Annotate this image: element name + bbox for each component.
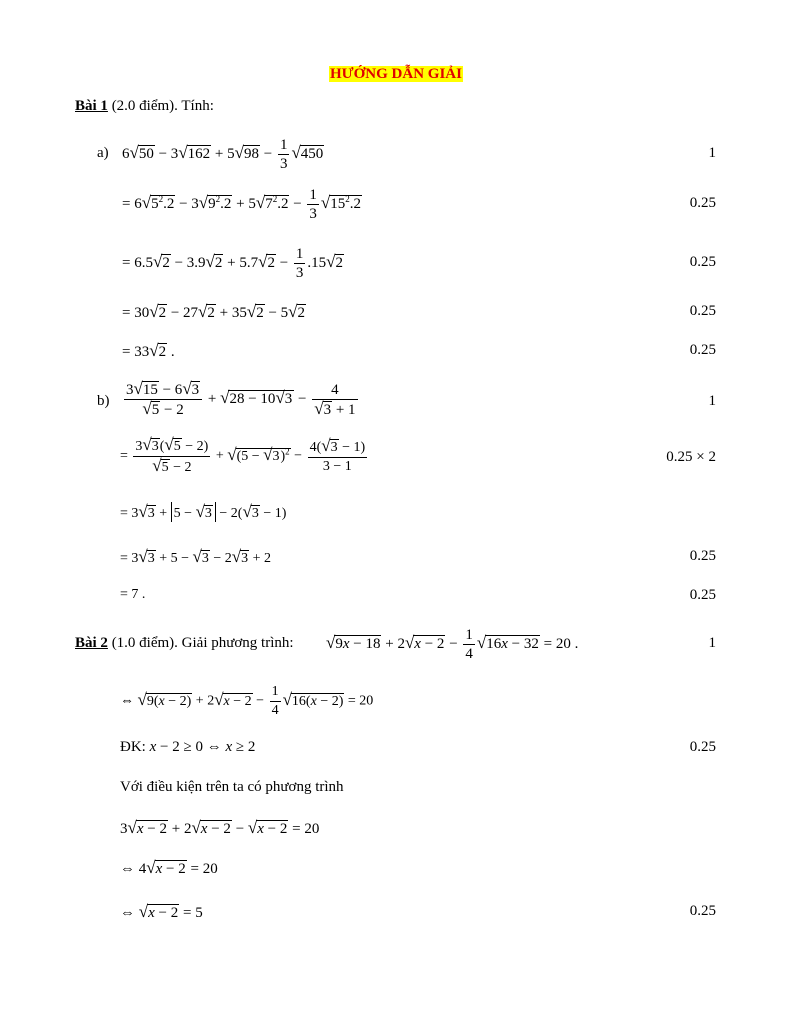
- bai2-equation: √9x − 18 + 2√x − 2 − $\frac{1}{4}$ √16x − 32 = 20 .: [326, 627, 579, 662]
- score-b-step4: 0.25: [689, 587, 716, 603]
- bai2-condition: ĐK: x − 2 ≥ 0 ⇔ x ≥ 2: [120, 739, 256, 755]
- part-a-step4: = 33√2 .: [122, 341, 175, 360]
- part-a-step3: = 30√2 − 27√2 + 35√2 − 5√2: [122, 302, 305, 321]
- score-a-step4: 0.25: [689, 342, 716, 358]
- bai2-step4: ⇔ √x − 2 = 5: [120, 902, 203, 921]
- part-b-step4: = 7 .: [120, 587, 146, 602]
- bai2-note: Với điều kiện trên ta có phương trình: [120, 779, 344, 795]
- score-a-step1: 0.25: [689, 195, 716, 211]
- part-a-expression: 6√50 − 3√162 + 5√98 − $\frac{1}{3}$ √450: [122, 137, 324, 172]
- score-bai2-last: 0.25: [689, 903, 716, 919]
- part-b-step1: = $\frac{3√3(√5 - 2)}{√5 - 2}$ + $√(5 - √3)^2$ − $\frac{4(√3 - 1)}{3 - 1}$: [120, 435, 366, 475]
- bai2-step2: 3√x − 2 + 2√x − 2 − √x − 2 = 20: [120, 818, 320, 837]
- part-b-step2: = 3√3 + 5 − √3 − 2(√3 − 1): [120, 502, 287, 521]
- part-b-expression: $\frac{3√15 - 6√3}{√5 - 2}$ + √28 − 10√3 − $\frac{4}{√3 + 1}$: [126, 379, 356, 418]
- score-b-total: 1: [708, 393, 716, 409]
- bai1-heading: Bài 1 (2.0 điểm). Tính:: [75, 98, 214, 114]
- score-bai2-total: 1: [708, 635, 716, 651]
- part-b-step3: = 3√3 + 5 − √3 − 2√3 + 2: [120, 547, 272, 566]
- score-bai2-dk: 0.25: [689, 739, 716, 755]
- score-b-step1: 0.25 × 2: [666, 449, 716, 465]
- part-a-step2: = 6.5√2 − 3.9√2 + 5.7√2 − $\frac{1}{3}$ .15√2: [122, 246, 343, 281]
- score-b-step3: 0.25: [689, 548, 716, 564]
- bai2-step1: ⇔ √9(x − 2) + 2√x − 2 − $\frac{1}{4}$ √16(x − 2) = 20: [120, 684, 374, 718]
- score-a-step2: 0.25: [689, 254, 716, 270]
- bai2-heading: Bài 2 (1.0 điểm). Giải phương trình:: [75, 635, 294, 651]
- bai2-step3: ⇔ 4√x − 2 = 20: [120, 858, 218, 877]
- part-a-step1: = $6√5^2.2 - 3√9^2.2 + 5√7^2.2$ − $\frac{1}{3}$ $√15^2.2$: [122, 187, 361, 222]
- part-a-label: a): [97, 145, 109, 161]
- score-a-total: 1: [708, 145, 716, 161]
- score-a-step3: 0.25: [689, 303, 716, 319]
- part-b-label: b): [97, 393, 110, 409]
- page-title: HƯỚNG DẪN GIẢI: [330, 66, 462, 82]
